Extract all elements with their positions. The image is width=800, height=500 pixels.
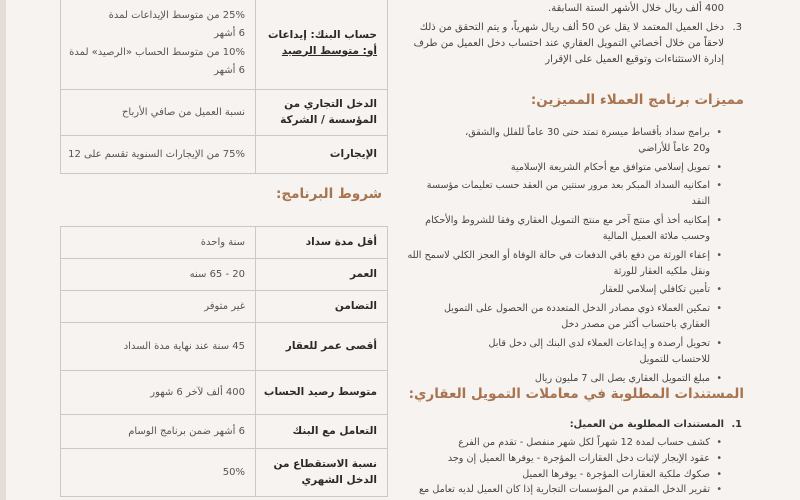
value-line: 6 أشهر: [214, 28, 245, 39]
table-value: سنة واحدة: [61, 227, 256, 259]
table-key: متوسط رصيد الحساب: [256, 371, 388, 415]
list-item: [402, 125, 724, 157]
list-item: [402, 248, 724, 280]
table-key: [256, 0, 388, 90]
key-line: أو: متوسط الرصيد: [281, 44, 377, 57]
table-row: [61, 291, 388, 323]
table-key: أقصى عمر للعقار: [256, 323, 388, 371]
text-line: • تحويل أرصدة و إيداعات العملاء لدى البنك إلى دخل قابل: [488, 337, 710, 349]
text-line: ونقل ملكيه العقار للورثة: [613, 265, 710, 277]
documents-title: المستندات المطلوبة في معاملات التمويل العقاري:: [408, 386, 744, 402]
table-key: الإيجارات: [256, 136, 388, 174]
list-item: [402, 371, 724, 387]
table-value: نسبة العميل من صافي الأرباح: [61, 90, 256, 136]
table-row: [61, 227, 388, 259]
text-line: العقاري باحتساب أكثر من مصدر دخل: [561, 319, 710, 331]
page-left-border: [0, 0, 6, 500]
list-item: [402, 301, 724, 333]
table-key: الدخل التجاري من المؤسسة / الشركة: [256, 90, 388, 136]
list-item: [402, 336, 724, 368]
text-line: • تمويل إسلامي متوافق مع أحكام الشريعة الإسلامية: [510, 161, 710, 173]
table-value: [61, 0, 256, 90]
table-value: غير متوفر: [61, 291, 256, 323]
subsection-title: المستندات المطلوبة من العميل:: [569, 419, 724, 430]
text-line: وحسب ملائة العميل المالية: [602, 230, 710, 242]
table-value: 75% من الإيجارات السنوية تقسم على 12: [61, 136, 256, 174]
table-row: [61, 449, 388, 497]
table-row: [61, 415, 388, 449]
text-line: و20 عاماً للأراضي: [638, 142, 710, 154]
table-row: [61, 90, 388, 136]
table-row: [61, 259, 388, 291]
list-item: • عقود الإيجار لإثبات دخل العقارات المؤجرة - يوفرها العميل إن وجد: [402, 451, 724, 467]
income-sources-table: [60, 0, 388, 174]
text-line: • مبلغ التمويل العقاري يصل الى 7 مليون ريال: [534, 372, 710, 384]
documents-list: [402, 435, 724, 498]
text-line: • برامج سداد بأقساط ميسرة تمتد حتى 30 عاماً للفلل والشقق،: [465, 127, 710, 138]
text-line: • تأمين تكافلي إسلامي للعقار: [600, 284, 710, 296]
table-row: [61, 323, 388, 371]
list-item: • كشف حساب لمدة 12 شهراً لكل شهر منفصل - تقدم من الفرع: [402, 435, 724, 451]
value-line: 6 أشهر: [214, 65, 245, 76]
intro-line-top: 400 ألف ريال خلال الأشهر الستة السابقة.: [548, 3, 724, 14]
table-row: [61, 136, 388, 174]
table-key: التعامل مع البنك: [256, 415, 388, 449]
table-value: 400 ألف لآخر 6 شهور: [61, 371, 256, 415]
text-line: لاحقاً من خلال أخصائي التمويل العقاري عند احتساب دخل العميل من طرف: [413, 38, 724, 49]
features-title: مميزات برنامج العملاء المميزين:: [530, 92, 744, 108]
table-row: [61, 0, 388, 90]
features-list: [402, 125, 724, 386]
table-row: [61, 371, 388, 415]
value-line: 25% من متوسط الإيداعات لمدة: [108, 9, 245, 21]
list-item: • تقرير الدخل المقدم من المؤسسات التجارية إذا كان العميل لديه تعامل مع: [402, 482, 724, 498]
text-line: إدارة الاستثناءات وتوقيع العميل على الإقرار: [545, 54, 724, 65]
text-line: للاحتساب للتمويل: [639, 353, 710, 365]
intro-item-3: [402, 20, 744, 68]
table-value: 6 أشهر ضمن برنامج الوسام: [61, 415, 256, 449]
item-number: 3.: [732, 22, 742, 33]
text-line: • إعفاء الورثة من دفع باقي الدفعات في حالة الوفاة أو العجز الكلي لاسمح الله: [407, 249, 710, 261]
value-line: 10% من متوسط الحساب «الرصيد» لمدة: [69, 46, 245, 58]
conditions-title: شروط البرنامج:: [275, 186, 382, 202]
conditions-table: [60, 226, 388, 497]
table-value: 45 سنة عند نهاية مدة السداد: [61, 323, 256, 371]
text-line: • امكانيه السداد المبكر بعد مرور سنتين من العقد حسب تعليمات مؤسسة: [426, 180, 710, 192]
text-line: • تمكين العملاء ذوي مصادر الدخل المتعددة من الحصول على التمويل: [444, 303, 710, 315]
table-value: 50%: [61, 449, 256, 497]
table-key: أقل مدة سداد: [256, 227, 388, 259]
text-line: النقد: [691, 196, 710, 208]
key-line: حساب البنك: إيداعات: [267, 29, 377, 42]
table-value: 20 - 65 سنه: [61, 259, 256, 291]
table-key: نسبة الاستقطاع من الدخل الشهري: [256, 449, 388, 497]
list-item: • صكوك ملكية العقارات المؤجرة - يوفرها العميل: [402, 467, 724, 483]
text-line: دخل العميل المعتمد لا يقل عن 50 ألف ريال شهرياً، و يتم التحقق من ذلك: [419, 22, 724, 33]
list-item: [402, 160, 724, 176]
text-line: • إمكانيه أخذ أي منتج آخر مع منتج التمويل العقاري وفقا للشروط والأحكام: [425, 215, 710, 227]
item-number: 1.: [731, 419, 742, 430]
list-item: [402, 178, 724, 210]
documents-subsection: [402, 417, 744, 433]
list-item: [402, 282, 724, 298]
table-key: العمر: [256, 259, 388, 291]
list-item: [402, 213, 724, 245]
table-key: التضامن: [256, 291, 388, 323]
